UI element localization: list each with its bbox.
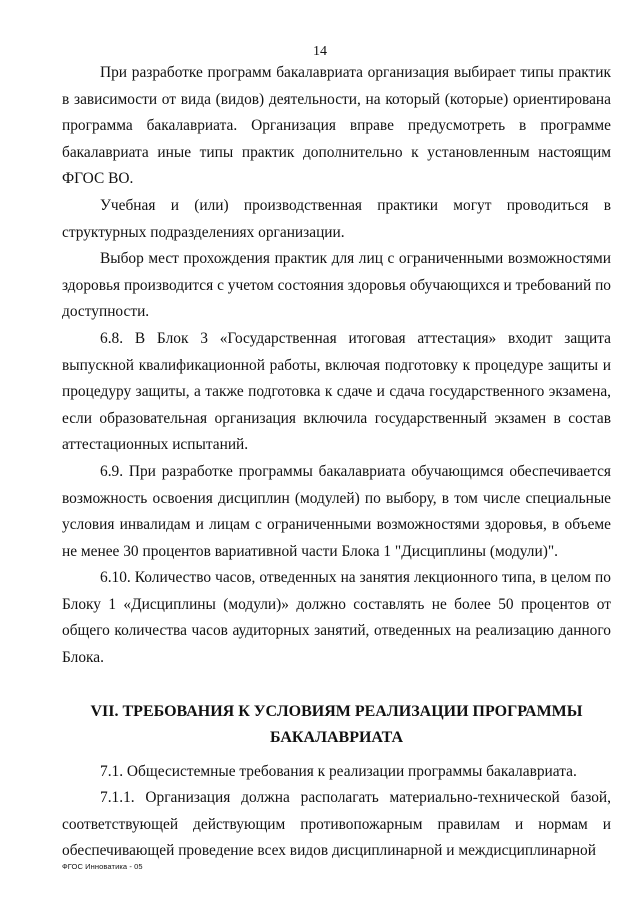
paragraph-6-8: 6.8. В Блок 3 «Государственная итоговая аттестация» входит защита выпускной квалификационной работы, включая подготовку к процедуре защиты и процедуру защиты, а также подготовка к сдаче и сдача государственного экзамена, если образовательная организация включила государственный экзамен в состав аттестационных испытаний. xyxy=(62,329,611,454)
paragraph-7-1-1: 7.1.1. Организация должна располагать материально-технической базой, соответствующей действующим противопожарным правилам и нормам и обеспечивающей проведение всех видов дисциплинарной и междисциплинарной xyxy=(62,789,611,860)
paragraph-6-9: 6.9. При разработке программы бакалавриата обучающимся обеспечивается возможность освоения дисциплин (модулей) по выбору, в том числе специальные условия инвалидам и лицам с ограниченными возможностями здоровья, в объеме не менее 30 процентов вариативной части Блока 1 "Дисциплины (модули)". xyxy=(62,462,611,560)
paragraph-practice-places: Выбор мест прохождения практик для лиц с ограниченными возможностями здоровья производится с учетом состояния здоровья обучающихся и требований по доступности. xyxy=(62,250,611,321)
paragraph-practice-types: При разработке программ бакалавриата организация выбирает типы практик в зависимости от вида (видов) деятельности, на который (которые) ориентирована программа бакалавриата. Организация вправе предусмотреть в программе бакалавриата иные типы практик дополнительно к установленным настоящим ФГОС ВО. xyxy=(62,64,611,188)
paragraph-6-10: 6.10. Количество часов, отведенных на занятия лекционного типа, в целом по Блоку 1 «Дисциплины (модули)» должно составлять не более 50 процентов от общего количества часов аудиторных занятий, отведенных на реализацию данного Блока. xyxy=(62,569,611,667)
paragraph-practice-units: Учебная и (или) производственная практики могут проводиться в структурных подразделениях организации. xyxy=(62,196,611,241)
page-number: 14 xyxy=(313,44,327,59)
page-footer: ФГОС Инноватика - 05 xyxy=(62,862,143,871)
section-title-line-2: БАКАЛАВРИАТА xyxy=(269,728,404,746)
section-title-line-1: VII. ТРЕБОВАНИЯ К УСЛОВИЯМ РЕАЛИЗАЦИИ ПРОГРАММЫ xyxy=(90,702,583,720)
paragraph-7-1: 7.1. Общесистемные требования к реализации программы бакалавриата. xyxy=(100,762,577,780)
section-title xyxy=(62,699,611,751)
document-body xyxy=(62,60,611,865)
